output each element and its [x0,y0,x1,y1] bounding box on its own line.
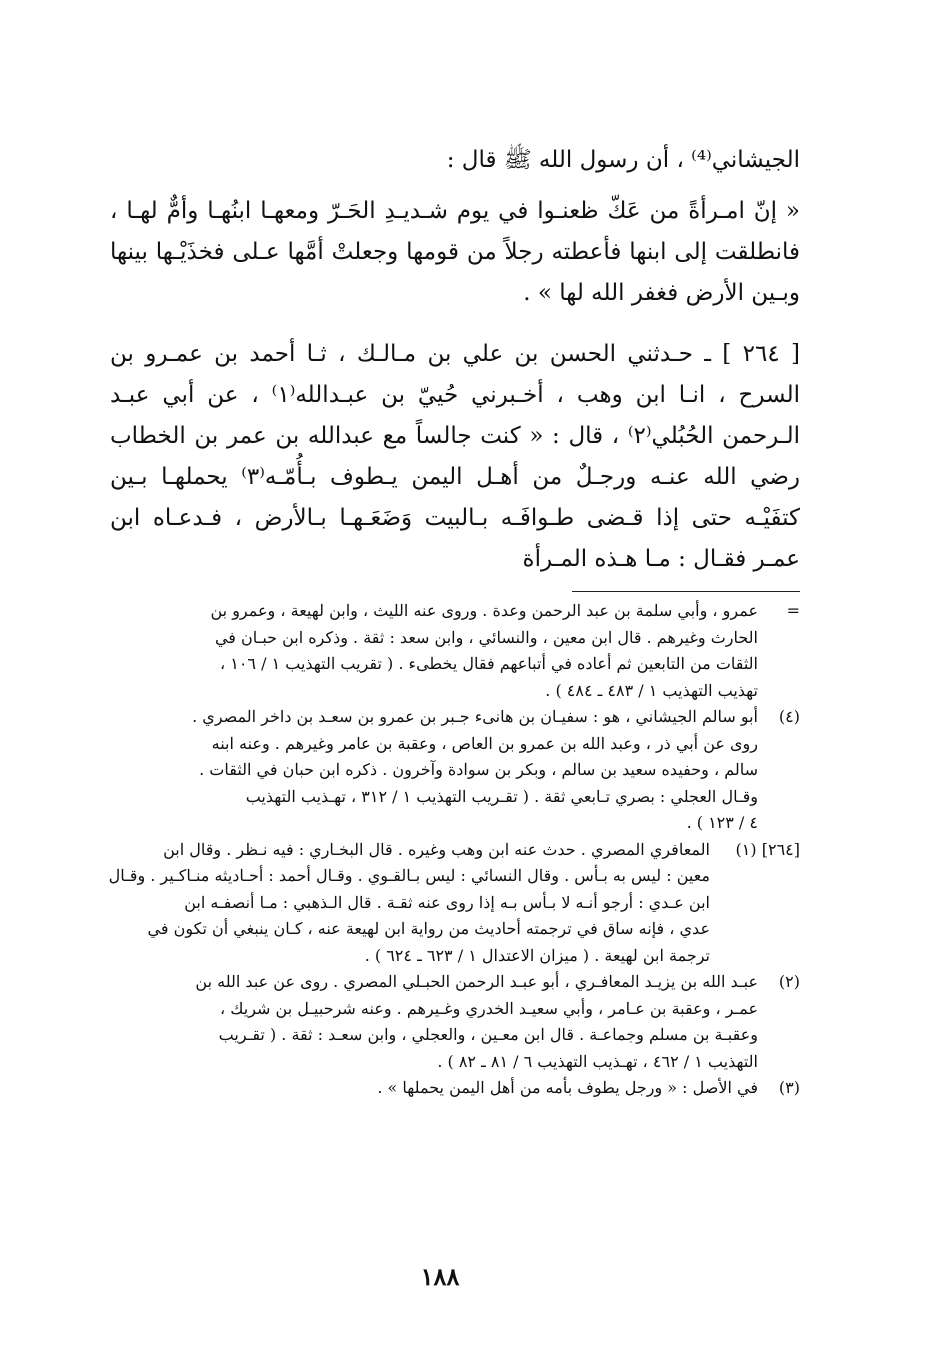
narration-264: [ ٢٦٤ ] ـ حـدثني الحسن بن علي بن مـالـك ، ثـا أحمد بن عمـرو بن السرح ، انـا ابن وهب ، أخـبرني حُييّ بن عبـدالله⁽١⁾ ، عن أبي عبـد الـرحمن الحُبُلي⁽٢⁾ ، قال : « كنت جالساً مع عبدالله بن عمر بن الخطاب رضي الله عنـه ورجـلٌ من أهـل اليمن يـطوف بـأُمّـه⁽٣⁾ يحملهـا بـين كتفَيْـه حتى إذا قـضى طـوافَـه بـالبيت وَضَعَـهـا بـالأرض ، فـدعـاه ابن عمـر فقـال : مـا هـذه المـرأة [110,341,800,572]
footnotes [100,598,800,1102]
footnote-line: عبـد الله بن يزيـد المعافـري ، أبو عبـد الرحمن الحبـلي المصري . روى عن عبد الله بن [195,972,758,991]
main-text [110,140,800,580]
footnote-line: ٤ / ١٢٣ ) . [686,813,758,832]
page-number: ١٨٨ [420,1262,460,1291]
footnote-3 [100,1075,800,1102]
footnote-divider [572,591,800,592]
footnote-body [100,837,710,970]
footnote-body [100,598,758,704]
footnote-marker: (٣) [778,1078,800,1097]
footnote-line: في الأصل : « ورجل يطوف بأمه من أهل اليمن يحملها » . [377,1078,758,1097]
footnote-line: الحارث وغيرهم . قال ابن معين ، والنسائي ، وابن سعد : ثقة . وذكره ابن حبـان في [214,627,758,647]
footnote-marker: (٢) [778,972,800,991]
footnote-line: وقـال العجلي : بصري تـابعي ثقة . ( تقـريب التهذيب ١ / ٣١٢ ، تهـذيب التهذيب [245,786,758,806]
footnote-4 [100,704,800,837]
footnote-line: أبو سالم الجيشاني ، هو : سفيـان بن هانىء جـبر بن عمرو بن سعـد بن داخر المصري . [192,707,758,726]
footnote-2 [100,969,800,1075]
footnote-body [100,1075,758,1102]
footnote-line: عمرو ، وأبي سلمة بن عبد الرحمن وعدة . وروى عنه الليث ، وابن لهيعة ، وعمرو بن [210,601,758,620]
footnote-line: تهذيب التهذيب ١ / ٤٨٣ ـ ٤٨٤ ) . [545,680,758,700]
footnote-body [100,969,758,1075]
footnote-line: وعقبـة بن مسلم وجماعـة . قال ابن معـين ، والعجلي ، وابن سعـد : ثقة . ( تقـريب [218,1025,758,1044]
hadith-quote: « إنّ امـرأةً من عَكّ ظعنـوا في يوم شـديـدِ الحَـرّ ومعهـا ابنُهـا وأمٌّ لهـا ، فانطلقت إلى ابنها فأعطته رجلاً من قومها وجعلتْ أمَّها عـلى فخذَيْـها بينها وبـين الأرض فغفر الله لها » . [110,198,800,306]
footnote-line: عدي ، فإنه ساق في ترجمته أحاديث من رواية ابن لهيعة عنه ، كـان ينبغي أن تكون في [147,919,710,938]
footnote-marker: [٢٦٤] (١) [735,839,800,859]
intro-line: الجيشاني⁽⁴⁾ ، أن رسول الله ﷺ قال : [446,147,800,173]
footnote-264-1 [100,837,800,970]
footnote-line: الثقات من التابعين ثم أعاده في أتباعهم فقال يخطىء . ( تقريب التهذيب ١ / ١٠٦ ، [219,654,758,673]
footnote-line: سالم ، وحفيده سعيد بن سالم ، وبكر بن سوادة وآخرون . ذكره ابن حبان في الثقات . [199,760,758,779]
footnote-line: روى عن أبي ذر ، وعبد الله بن عمرو بن العاص ، وعقبة بن عامر وغيرهم . وعنه ابنه [211,733,758,753]
footnote-line: ترجمة ابن لهيعة . ( ميزان الاعتدال ١ / ٦٢٣ ـ ٦٢٤ ) . [364,945,710,965]
footnote-line: التهذيب ١ / ٤٦٢ ، تهـذيب التهذيب ٦ / ٨١ ـ ٨٢ ) . [437,1051,758,1071]
footnote-line: عمـر ، وعقبة بن عـامر ، وأبي سعيـد الخدري وغـيرهم . وعنه شرحبيـل بن شريك ، [220,998,758,1018]
footnote-marker: = [786,601,800,620]
footnote-line: المعافري المصري . حدث عنه ابن وهب وغيره . قال البخـاري : فيه نـظر . وقال ابن [163,839,710,859]
footnote-body [100,704,758,837]
footnote-marker: (٤) [778,707,800,726]
footnote-continued [100,598,800,704]
footnote-line: معين : ليس به بـأس . وقال النسائي : ليس بـالقـوي . وقـال أحمد : أحـاديثه منـاكـير . وقـال [108,866,710,885]
footnote-line: ابن عـدي : أرجو أنـه لا بـأس بـه إذا روى عنه ثقـة . قال الـذهبي : مـا أنصفـه ابن [184,892,710,912]
